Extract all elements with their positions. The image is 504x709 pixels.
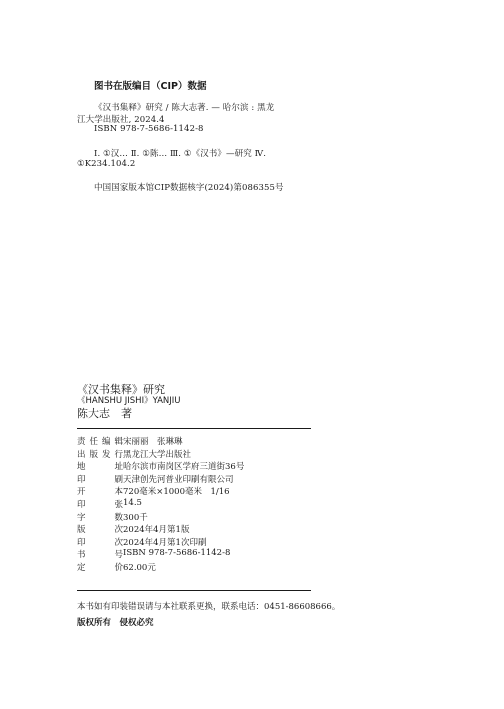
book-title-pinyin: 《HANSHU JISHI》YANJIU [77, 396, 181, 406]
top-divider [77, 428, 311, 429]
credit-value: 2024年4月第1次印刷 [123, 537, 207, 548]
cip-registration-line: 中国国家版本馆CIP数据核字(2024)第086355号 [94, 183, 284, 193]
credit-label: 责任编辑 [77, 437, 123, 447]
credit-value: 2024年4月第1版 [123, 525, 190, 536]
credit-row-publisher [77, 448, 244, 461]
credit-label: 出版发行 [77, 449, 123, 460]
credit-row-format [77, 485, 244, 498]
credit-label: 定 价 [77, 562, 123, 573]
credit-row-editor [77, 435, 244, 448]
credit-label: 书 号 [77, 550, 123, 561]
credit-row-printer [77, 473, 244, 486]
book-author: 陈大志 著 [77, 407, 132, 420]
credit-label: 开 本 [77, 487, 123, 498]
credits-list [77, 435, 244, 574]
bottom-divider [77, 590, 311, 591]
book-title: 《汉书集释》研究 [77, 383, 165, 396]
credit-row-printing [77, 536, 244, 549]
credit-label: 字 数 [77, 512, 123, 523]
cip-publisher-line: 江大学出版社, 2024.4 [77, 115, 165, 125]
credit-label: 地 址 [77, 462, 123, 473]
cip-title-line: 《汉书集释》研究 / 陈大志著. — 哈尔滨 : 黑龙 [94, 103, 275, 113]
copyright-notice: 版权所有 侵权必究 [77, 618, 154, 628]
credit-value: 天津创先河普业印刷有限公司 [123, 474, 234, 485]
credit-label: 印 刷 [77, 474, 123, 485]
credit-row-sheets [77, 498, 244, 511]
credit-label: 印 次 [77, 537, 123, 548]
cip-subject-line: Ⅰ. ①汉… Ⅱ. ①陈… Ⅲ. ①《汉书》—研究 Ⅳ. [94, 149, 267, 159]
cip-heading: 图书在版编目（CIP）数据 [94, 81, 207, 92]
credit-value: 720毫米×1000毫米 1/16 [123, 487, 230, 498]
credit-value: 黑龙江大学出版社 [123, 449, 192, 460]
credit-row-edition [77, 523, 244, 536]
credit-value: 哈尔滨市南岗区学府三道街36号 [123, 462, 245, 473]
credit-value: ISBN 978-7-5686-1142-8 [123, 548, 231, 559]
credit-label: 版 次 [77, 525, 123, 536]
credit-row-isbn [77, 548, 244, 561]
credit-row-price [77, 561, 244, 574]
cip-classification-line: ①K234.104.2 [77, 159, 136, 169]
credit-row-word-count [77, 511, 244, 524]
credit-value: 62.00元 [123, 562, 156, 573]
cip-isbn-line: ISBN 978-7-5686-1142-8 [94, 124, 204, 134]
credit-value: 14.5 [123, 497, 142, 508]
credit-label: 印 张 [77, 499, 123, 510]
credit-value: 宋丽丽 张琳琳 [123, 437, 183, 447]
credit-value: 300千 [123, 512, 148, 523]
credit-row-address [77, 460, 244, 473]
replacement-notice: 本书如有印装错误请与本社联系更换，联系电话：0451-86608666。 [77, 602, 341, 612]
